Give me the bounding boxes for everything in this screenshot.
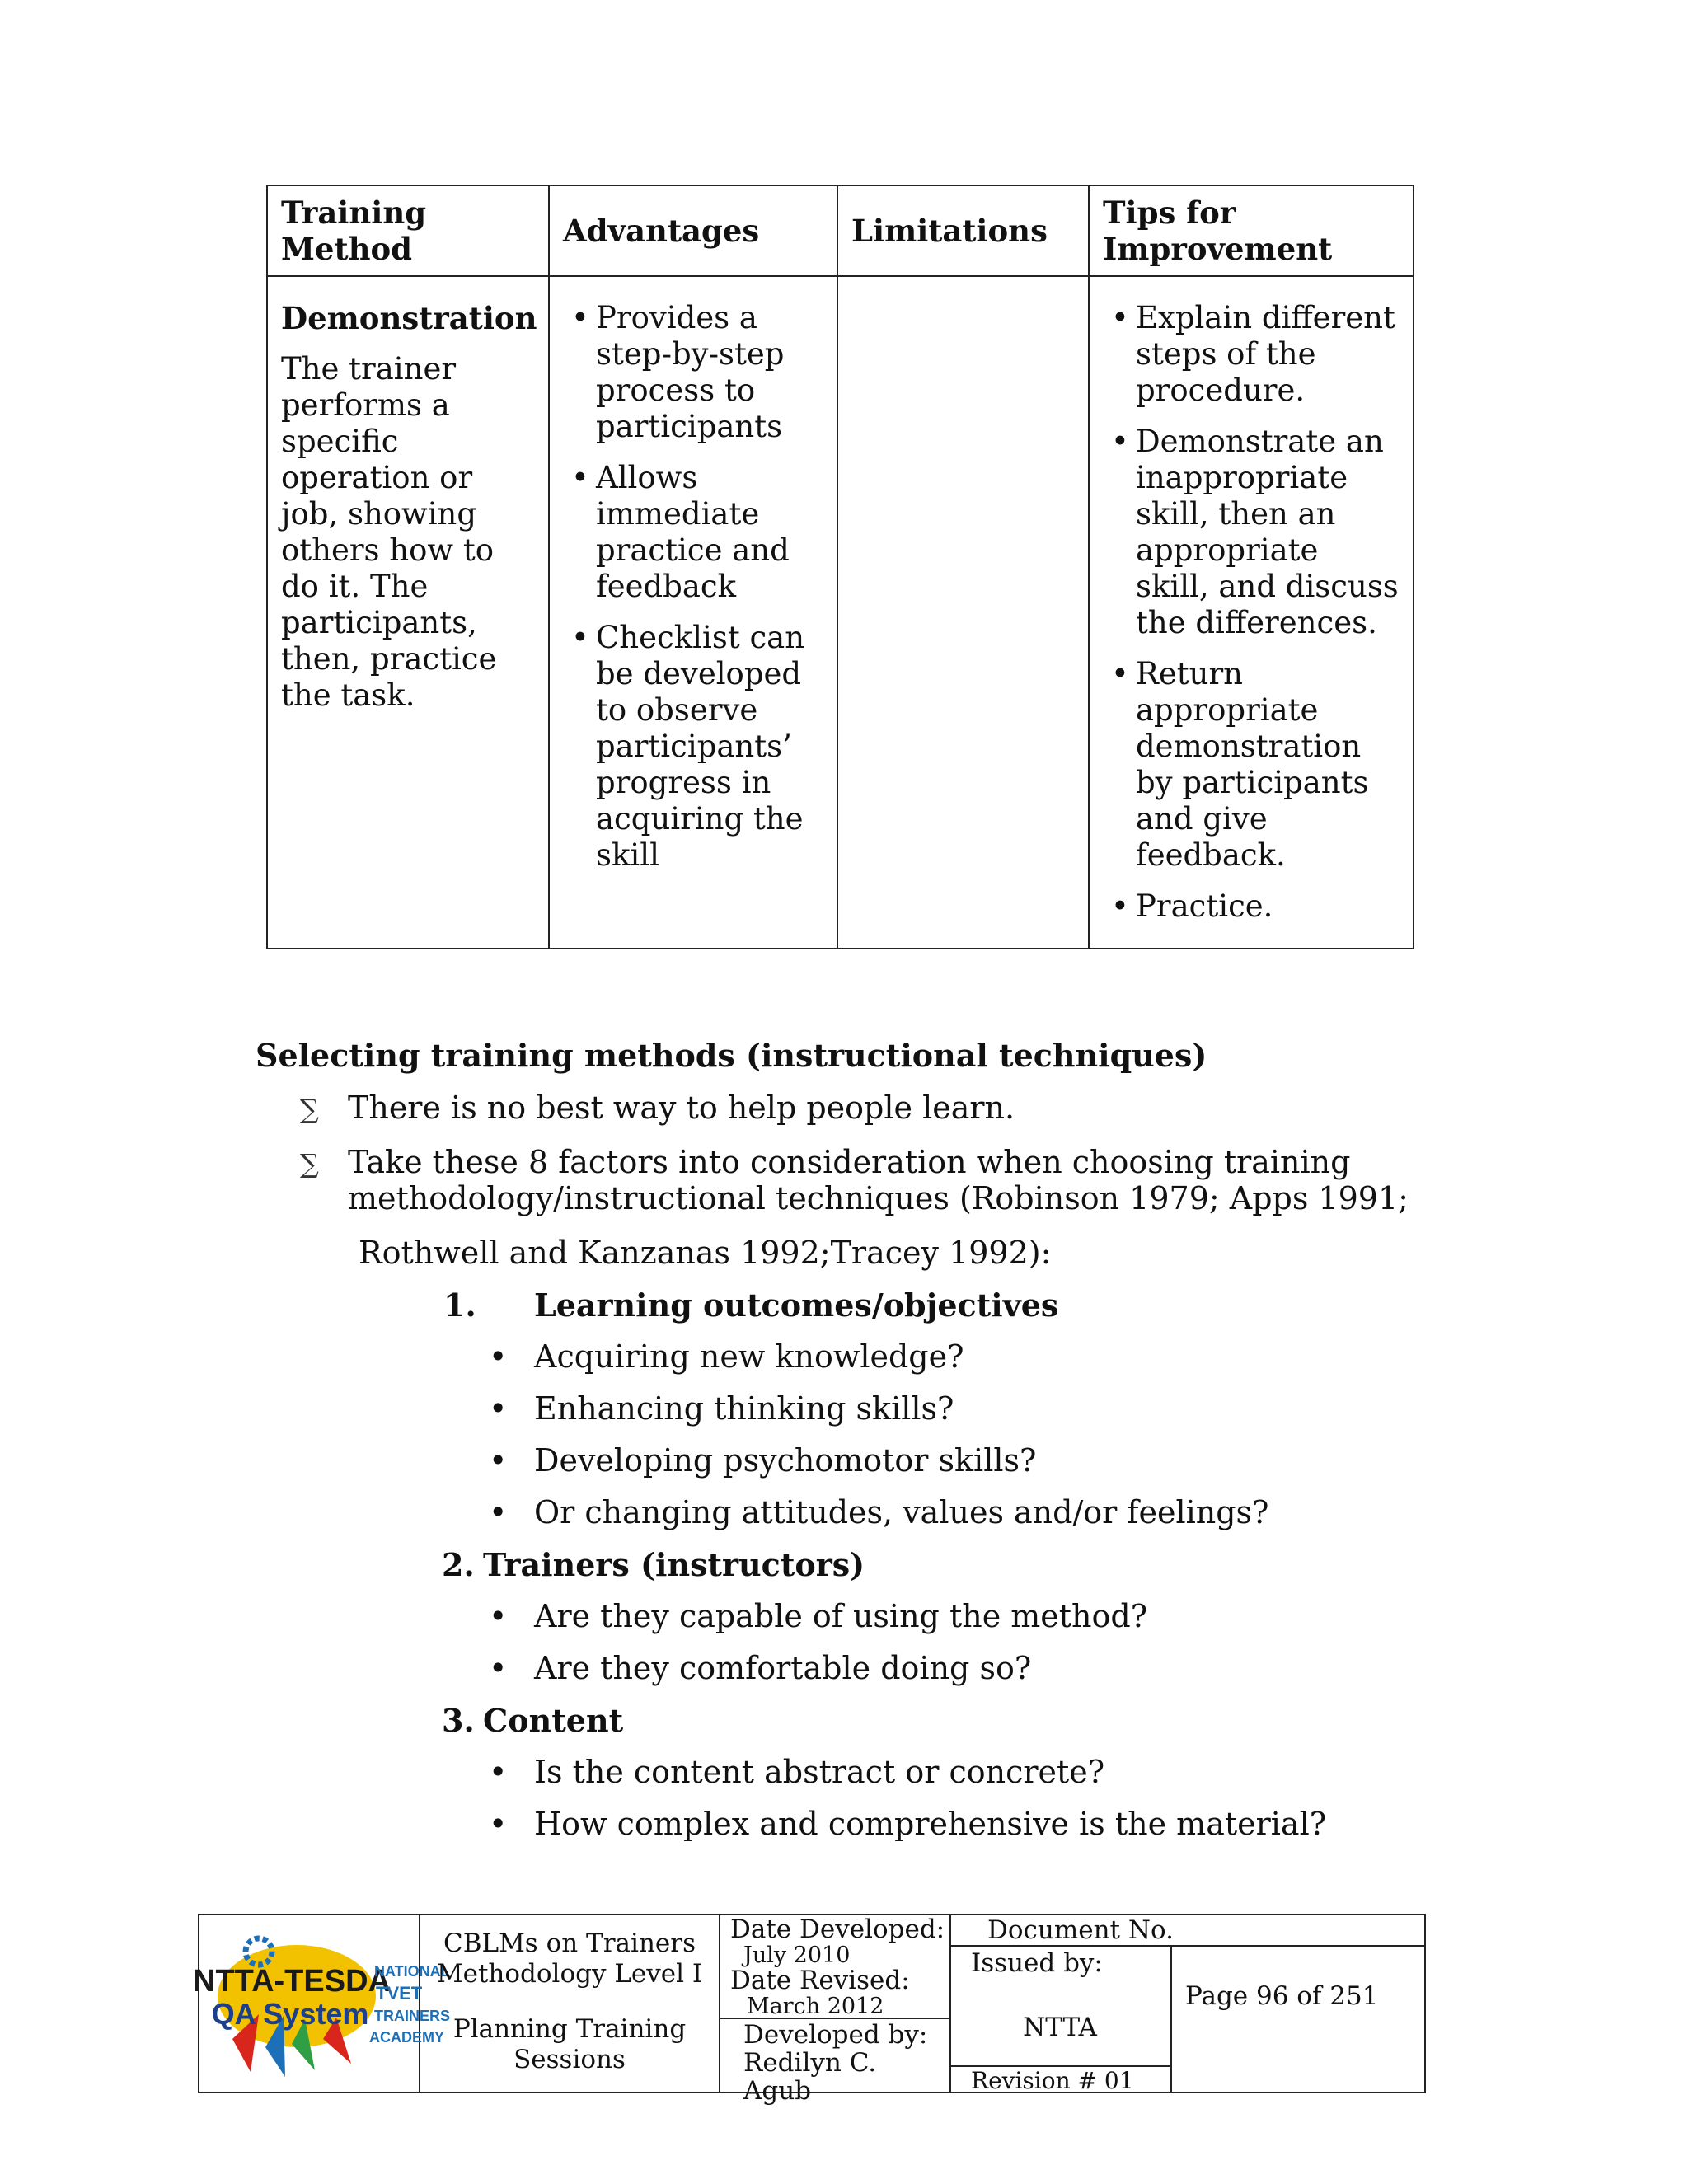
svg-text:NTTA-TESDA: NTTA-TESDA: [193, 1964, 391, 1999]
bullet-icon: •: [489, 1494, 508, 1530]
list-item: [489, 1806, 1327, 1842]
date-block: [730, 1917, 950, 2019]
developed-by: Redilyn C. Agub: [743, 2048, 877, 2106]
item-text: Are they capable of using the method?: [534, 1598, 1148, 1634]
method-cell: [267, 276, 549, 949]
svg-text:QA System: QA System: [211, 1997, 369, 2031]
sigma-bullet-icon: ∑: [300, 1094, 319, 1125]
item-text: Developing psychomotor skills?: [534, 1442, 1037, 1479]
bullet-icon: •: [489, 1754, 508, 1790]
method-name: Demonstration: [281, 300, 537, 336]
list-item: • Return appropriate demonstration by participants and give feedback.: [1136, 656, 1400, 874]
bullet-icon: •: [489, 1650, 508, 1686]
table-header-row: [267, 185, 1414, 276]
point-text: Take these 8 factors into consideration when choosing training methodology/instructional techniques (Robinson 1979; Apps 1991;: [348, 1144, 1409, 1216]
bullet-icon: •: [489, 1390, 508, 1427]
tips-cell: [1089, 276, 1414, 949]
limitations-cell: [837, 276, 1089, 949]
tips-list: [1103, 300, 1400, 925]
factor-title: Content: [483, 1702, 624, 1739]
point-text: There is no best way to help people learn.: [348, 1090, 1015, 1126]
page-number: Page 96 of 251: [1185, 1981, 1379, 2011]
factor-number: 3.: [442, 1702, 475, 1739]
module-line: CBLMs on Trainers: [443, 1929, 696, 1958]
date-revised-label: Date Revised:: [730, 1966, 910, 1995]
ntta-logo: [193, 1915, 451, 2092]
developer-block: [743, 2021, 950, 2105]
item-text: Is the content abstract or concrete?: [534, 1754, 1105, 1790]
bullet-icon: •: [489, 1598, 508, 1634]
date-developed: July 2010: [743, 1943, 851, 1968]
list-item: [489, 1494, 1269, 1530]
document-footer: [193, 1914, 1426, 2106]
factor-title: Trainers (instructors): [483, 1546, 865, 1583]
sigma-bullet-icon: ∑: [300, 1148, 319, 1179]
list-item: • Demonstrate an inappropriate skill, then an appropriate skill, and discuss the differences.: [1136, 424, 1400, 641]
section-title: Selecting training methods (instructional techniques): [256, 1037, 1207, 1074]
document-no-label: Document No.: [987, 1915, 1174, 1945]
list-item: [300, 1090, 1419, 1126]
module-line: Methodology Level I: [436, 1959, 703, 1989]
list-item: • Allows immediate practice and feedback: [596, 460, 823, 605]
training-methods-table: [266, 185, 1414, 949]
developed-by-label: Developed by:: [743, 2020, 928, 2050]
factor-number: 1.: [443, 1286, 476, 1324]
advantages-list: [563, 300, 823, 874]
header-training-method: Training Method: [267, 185, 549, 276]
list-item: • Explain different steps of the procedure.: [1136, 300, 1400, 409]
list-item: [489, 1390, 954, 1427]
svg-text:ACADEMY: ACADEMY: [369, 2029, 445, 2046]
topic-title: [420, 2014, 719, 2075]
factor-title: Learning outcomes/objectives: [534, 1286, 1059, 1324]
list-item: • Practice.: [1136, 888, 1400, 925]
header-advantages: Advantages: [549, 185, 837, 276]
header-tips: Tips for Improvement: [1089, 185, 1414, 276]
issued-by: NTTA: [1023, 2013, 1097, 2042]
svg-text:NATIONAL: NATIONAL: [374, 1963, 450, 1980]
item-text: How complex and comprehensive is the material?: [534, 1806, 1327, 1842]
list-item: [489, 1754, 1105, 1790]
svg-text:TRAINERS: TRAINERS: [374, 2008, 451, 2024]
bullet-icon: •: [489, 1806, 508, 1842]
topic-line: Sessions: [513, 2045, 626, 2074]
bullet-icon: •: [489, 1442, 508, 1479]
header-limitations: Limitations: [837, 185, 1089, 276]
list-item: [300, 1144, 1419, 1216]
list-item: [489, 1598, 1148, 1634]
svg-text:TVET: TVET: [376, 1983, 423, 2004]
point-continuation: Rothwell and Kanzanas 1992;Tracey 1992):: [359, 1235, 1052, 1271]
advantages-cell: [549, 276, 837, 949]
item-text: Enhancing thinking skills?: [534, 1390, 954, 1427]
list-item: • Provides a step-by-step process to participants: [596, 300, 823, 445]
logo-emblem-icon: [193, 1915, 451, 2092]
list-item: • Checklist can be developed to observe participants’ progress in acquiring the skill: [596, 620, 823, 874]
date-revised: March 2012: [747, 1994, 884, 2019]
topic-line: Planning Training: [452, 2014, 687, 2044]
factor-number: 2.: [442, 1546, 475, 1583]
item-text: Are they comfortable doing so?: [534, 1650, 1032, 1686]
list-item: [489, 1442, 1037, 1479]
item-text: Or changing attitudes, values and/or feelings?: [534, 1494, 1269, 1530]
method-description: The trainer performs a specific operation or job, showing others how to do it. The participants, then, practice the task.: [281, 351, 497, 713]
table-row: [267, 276, 1414, 949]
date-developed-label: Date Developed:: [730, 1915, 945, 1944]
list-item: [489, 1650, 1032, 1686]
item-text: Acquiring new knowledge?: [534, 1338, 964, 1375]
issued-by-label: Issued by:: [971, 1948, 1103, 1978]
module-title: [420, 1929, 719, 1990]
revision-number: Revision # 01: [971, 2067, 1134, 2094]
list-item: [489, 1338, 964, 1375]
bullet-icon: •: [489, 1338, 508, 1375]
